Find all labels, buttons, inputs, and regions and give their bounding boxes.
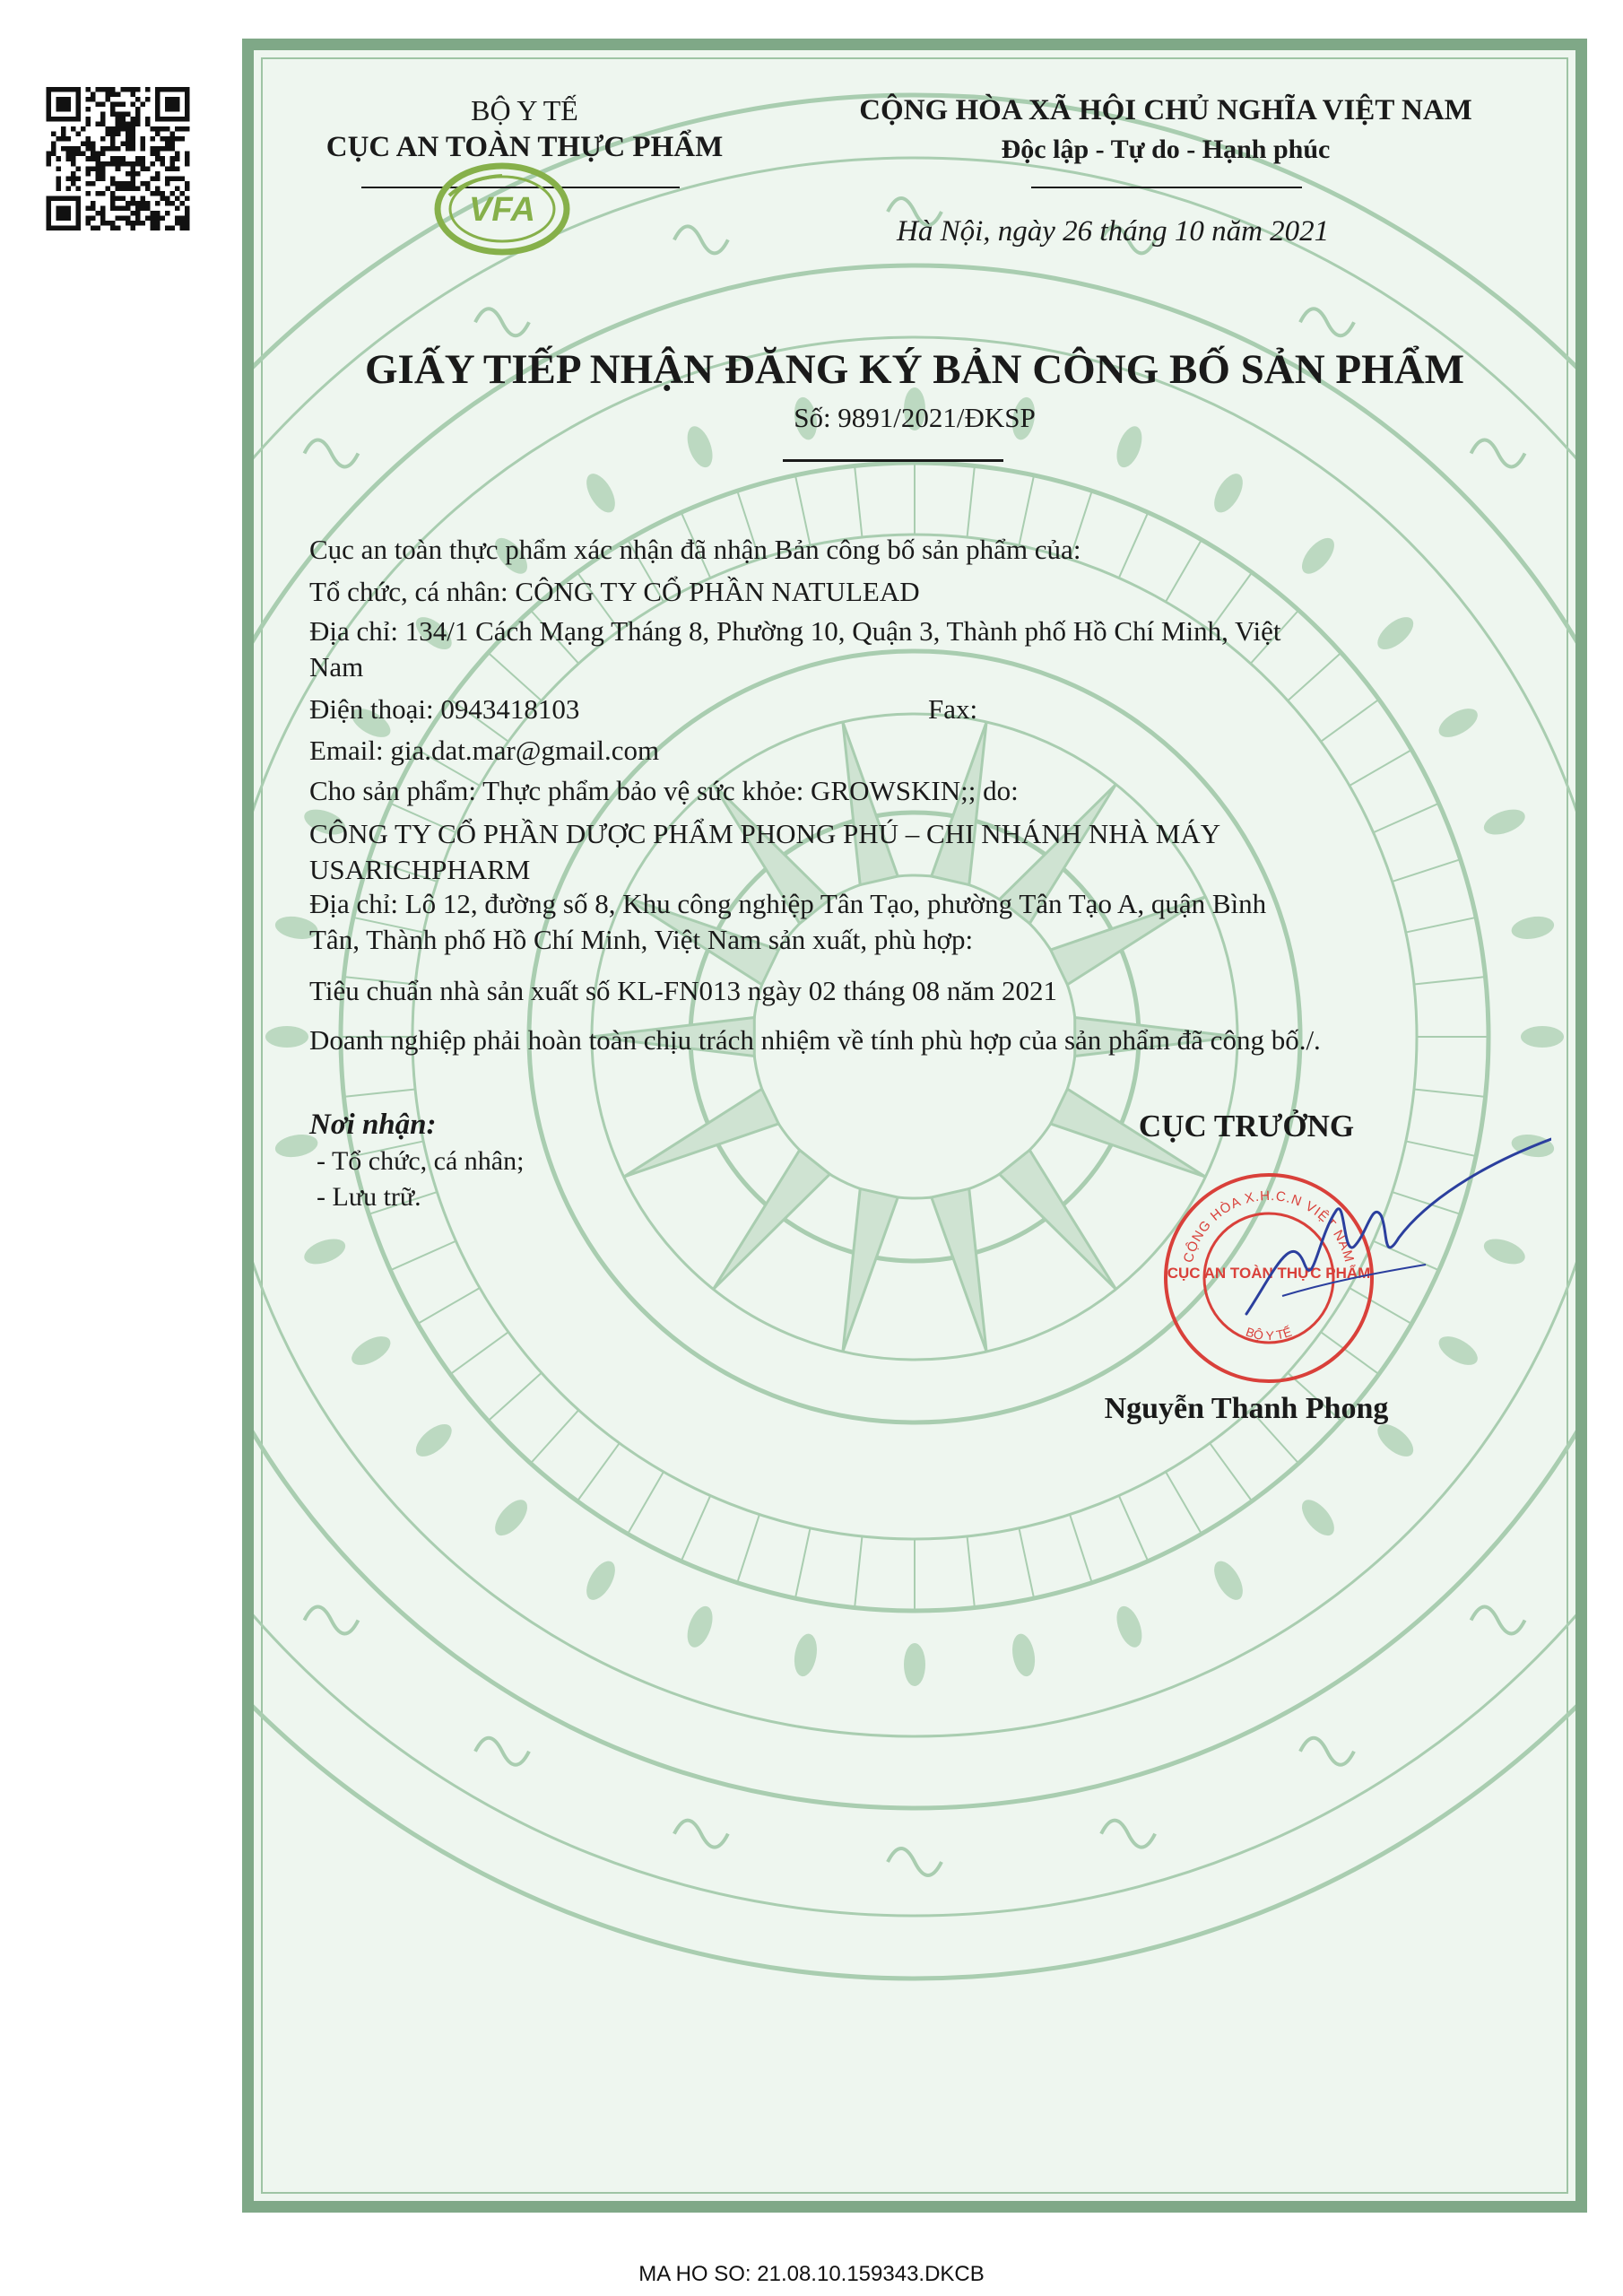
qr-code <box>36 87 200 230</box>
email-line: Email: gia.dat.mar@gmail.com <box>309 735 660 766</box>
document-number: Số: 9891/2021/ĐKSP <box>794 402 1036 433</box>
standard-line: Tiêu chuẩn nhà sản xuất số KL-FN013 ngày 02 tháng 08 năm 2021 <box>309 975 1058 1006</box>
vfa-logo <box>433 160 572 258</box>
responsibility-line: Doanh nghiệp phải hoàn toàn chịu trách nhiệm về tính phù hợp của sản phẩm đã công bố./. <box>309 1024 1321 1056</box>
signatory-name: Nguyễn Thanh Phong <box>1104 1392 1389 1425</box>
organization-line: Tổ chức, cá nhân: CÔNG TY CỔ PHẦN NATULEAD <box>309 576 920 607</box>
recipients-heading: Nơi nhận: <box>309 1109 437 1141</box>
dossier-code: MA HO SO: 21.08.10.159343.DKCB <box>638 2262 985 2286</box>
manufacturer-line-1: CÔNG TY CỔ PHẦN DƯỢC PHẨM PHONG PHÚ – CHI NHÁNH NHÀ MÁY <box>309 818 1221 849</box>
svg-text:CỘNG HÒA X.H.C.N VIỆT NAM: CỘNG HÒA X.H.C.N VIỆT NAM <box>1180 1187 1358 1265</box>
address-line-2: Nam <box>309 651 364 683</box>
product-line: Cho sản phẩm: Thực phẩm bảo vệ sức khỏe: GROWSKIN;; do: <box>309 775 1019 806</box>
manufacturer-line-2: USARICHPHARM <box>309 854 531 885</box>
ministry-name: BỘ Y TẾ <box>471 94 578 126</box>
motto: Độc lập - Tự do - Hạnh phúc <box>1001 135 1331 164</box>
agency-name: CỤC AN TOÀN THỰC PHẨM <box>325 131 724 163</box>
manufacturer-address-line-1: Địa chỉ: Lô 12, đường số 8, Khu công nghiệp Tân Tạo, phường Tân Tạo A, quận Bình <box>309 888 1267 919</box>
recipient-item: - Tổ chức, cá nhân; <box>317 1146 525 1176</box>
fax-line: Fax: <box>928 693 978 725</box>
issue-date: Hà Nội, ngày 26 tháng 10 năm 2021 <box>897 215 1330 248</box>
svg-text:BỘ Y TẾ: BỘ Y TẾ <box>1244 1324 1294 1344</box>
signatory-position: CỤC TRƯỞNG <box>1138 1109 1355 1144</box>
document-title: GIẤY TIẾP NHẬN ĐĂNG KÝ BẢN CÔNG BỐ SẢN PHẨM <box>365 346 1464 393</box>
svg-text:CỤC AN TOÀN THỰC PHẨM: CỤC AN TOÀN THỰC PHẨM <box>1167 1265 1371 1282</box>
header-right-rule <box>1031 187 1302 188</box>
address-line-1: Địa chỉ: 134/1 Cách Mạng Tháng 8, Phường 10, Quận 3, Thành phố Hồ Chí Minh, Việt <box>309 615 1281 647</box>
phone-line: Điện thoại: 0943418103 <box>309 693 580 725</box>
intro-line: Cục an toàn thực phẩm xác nhận đã nhận Bản công bố sản phẩm của: <box>309 534 1081 565</box>
title-rule <box>783 459 1003 462</box>
recipient-item: - Lưu trữ. <box>317 1182 421 1212</box>
logo-text: VFA <box>469 191 535 229</box>
handwritten-signature <box>1193 1130 1551 1336</box>
manufacturer-address-line-2: Tân, Thành phố Hồ Chí Minh, Việt Nam sản xuất, phù hợp: <box>309 924 974 955</box>
country-name: CỘNG HÒA XÃ HỘI CHỦ NGHĨA VIỆT NAM <box>859 94 1472 126</box>
